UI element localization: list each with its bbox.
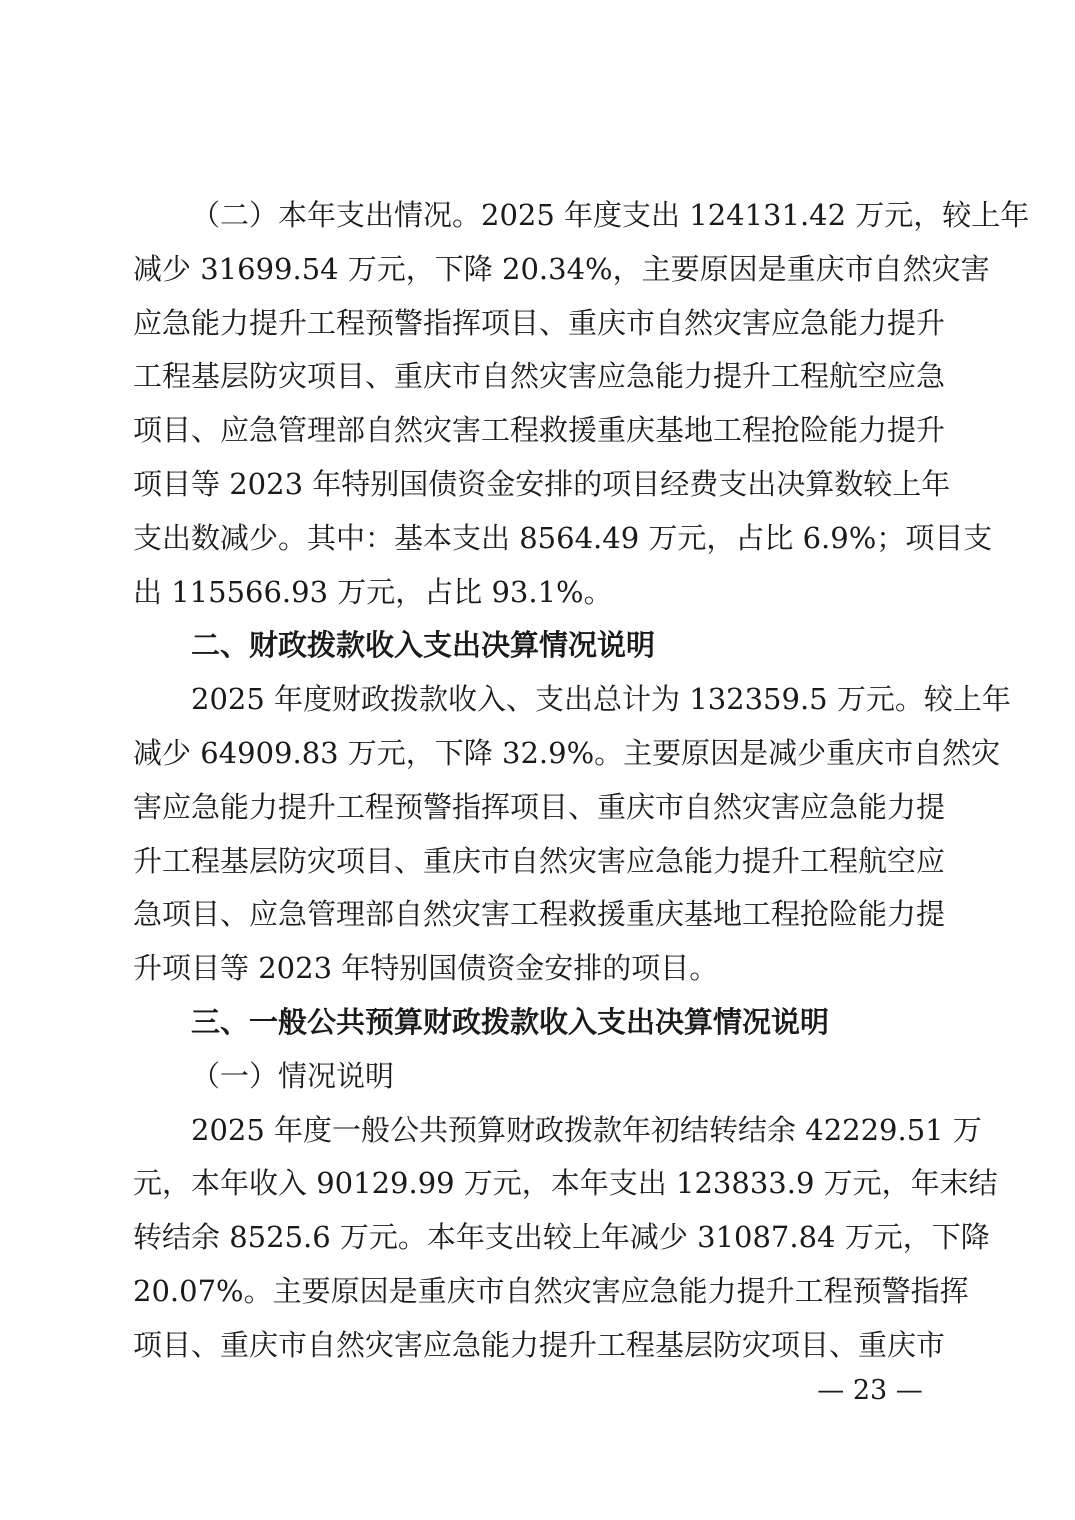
paragraph-line: 急项目、应急管理部自然灾害工程救援重庆基地工程抢险能力提 <box>133 897 946 932</box>
paragraph-line: 2025 年度一般公共预算财政拨款年初结转结余 42229.51 万 <box>191 1112 982 1147</box>
section-heading: 三、一般公共预算财政拨款收入支出决算情况说明 <box>191 1004 830 1039</box>
paragraph-line: （二）本年支出情况。2025 年度支出 124131.42 万元，较上年 <box>191 198 1030 232</box>
page-number: — 23 — <box>817 1375 923 1406</box>
paragraph-line: 20.07%。主要原因是重庆市自然灾害应急能力提升工程预警指挥 <box>133 1273 969 1308</box>
paragraph-line: 转结余 8525.6 万元。本年支出较上年减少 31087.84 万元，下降 <box>133 1220 990 1255</box>
paragraph-line: 应急能力提升工程预警指挥项目、重庆市自然灾害应急能力提升 <box>133 305 946 340</box>
paragraph-line: 出 115566.93 万元，占比 93.1%。 <box>133 574 613 609</box>
paragraph-line: 项目等 2023 年特别国债资金安排的项目经费支出决算数较上年 <box>133 466 951 501</box>
paragraph-line: 元，本年收入 90129.99 万元，本年支出 123833.9 万元，年末结 <box>133 1166 998 1201</box>
page-content <box>133 189 1030 1373</box>
paragraph-line: 2025 年度财政拨款收入、支出总计为 132359.5 万元。较上年 <box>191 682 1011 717</box>
subsection-heading: （一）情况说明 <box>191 1058 395 1093</box>
paragraph-line: 害应急能力提升工程预警指挥项目、重庆市自然灾害应急能力提 <box>133 789 946 824</box>
paragraph-line: 工程基层防灾项目、重庆市自然灾害应急能力提升工程航空应急 <box>133 359 946 394</box>
paragraph-line: 减少 64909.83 万元，下降 32.9%。主要原因是减少重庆市自然灾 <box>133 735 1001 770</box>
paragraph-line: 项目、应急管理部自然灾害工程救援重庆基地工程抢险能力提升 <box>133 413 946 448</box>
paragraph-line: 支出数减少。其中：基本支出 8564.49 万元，占比 6.9%；项目支 <box>133 520 993 555</box>
paragraph-line: 项目、重庆市自然灾害应急能力提升工程基层防灾项目、重庆市 <box>133 1327 946 1362</box>
section-heading: 二、财政拨款收入支出决算情况说明 <box>191 628 656 663</box>
paragraph-line: 升项目等 2023 年特别国债资金安排的项目。 <box>133 951 719 986</box>
paragraph-line: 升工程基层防灾项目、重庆市自然灾害应急能力提升工程航空应 <box>133 843 946 878</box>
paragraph-line: 减少 31699.54 万元，下降 20.34%，主要原因是重庆市自然灾害 <box>133 251 990 286</box>
